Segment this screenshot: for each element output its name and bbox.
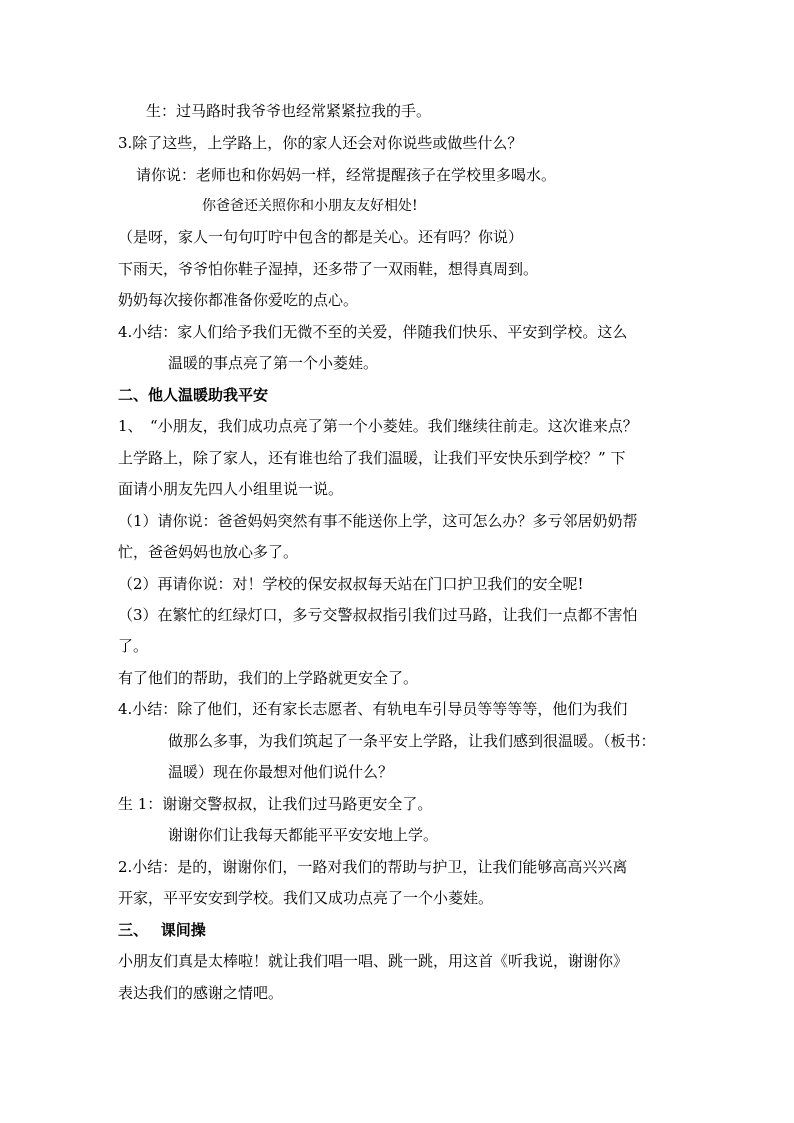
paragraph-line: 面请小朋友先四人小组里说一说。 [118, 480, 344, 498]
paragraph-line: 你爸爸还关照你和小朋友友好相处! [202, 198, 418, 214]
paragraph-line: 有了他们的帮助，我们的上学路就更安全了。 [118, 669, 419, 687]
paragraph-line: 谢谢你们让我每天都能平平安安地上学。 [168, 826, 439, 844]
paragraph-line: 2.小结：是的，谢谢你们，一路对我们的帮助与护卫，让我们能够高高兴兴离 [118, 858, 628, 876]
paragraph-line: 1、 “小朋友，我们成功点亮了第一个小菱娃。我们继续往前走。这次谁来点？ [118, 417, 638, 435]
section-heading: 二、他人温暖助我平安 [118, 386, 269, 404]
paragraph-line: 开家，平平安安到学校。我们又成功点亮了一个小菱娃。 [118, 889, 494, 907]
paragraph-line: 小朋友们真是太棒啦！就让我们唱一唱、跳一跳，用这首《听我说，谢谢你》 [118, 952, 629, 970]
paragraph-line: 温暖的事点亮了第一个小菱娃。 [168, 354, 379, 372]
paragraph-line: 4.小结：除了他们，还有家长志愿者、有轨电车引导员等等等等，他们为我们 [118, 700, 628, 718]
paragraph-line: 做那么多事，为我们筑起了一条平安上学路，让我们感到很温暖。（板书： [168, 732, 656, 750]
paragraph-line: 上学路上，除了家人，还有谁也给了我们温暖，让我们平安快乐到学校？” 下 [118, 449, 626, 467]
paragraph-line: 表达我们的感谢之情吧。 [118, 984, 284, 1002]
paragraph-line: 生 1：谢谢交警叔叔，让我们过马路更安全了。 [118, 795, 433, 813]
paragraph-line: 请你说：老师也和你妈妈一样，经常提醒孩子在学校里多喝水。 [136, 166, 557, 184]
paragraph-line: （1）请你说：爸爸妈妈突然有事不能送你上学，这可怎么办？多亏邻居奶奶帮 [118, 512, 638, 530]
paragraph-line: 奶奶每次接你都准备你爱吃的点心。 [118, 291, 359, 309]
paragraph-line: 4.小结：家人们给予我们无微不至的关爱，伴随我们快乐、平安到学校。这么 [118, 323, 628, 341]
paragraph-line: 了。 [118, 637, 149, 655]
paragraph-line: 下雨天，爷爷怕你鞋子湿掉，还多带了一双雨鞋，想得真周到。 [118, 260, 539, 278]
section-heading: 三、 课间操 [118, 921, 206, 939]
paragraph-line: （是呀，家人一句句叮咛中包含的都是关心。还有吗？你说） [118, 228, 524, 246]
paragraph-line: 生：过马路时我爷爷也经常紧紧拉我的手。 [146, 102, 432, 120]
paragraph-line: （3）在繁忙的红绿灯口，多亏交警叔叔指引我们过马路，让我们一点都不害怕 [118, 606, 638, 624]
paragraph-line: （2）再请你说：对！学校的保安叔叔每天站在门口护卫我们的安全呢! [118, 575, 584, 593]
paragraph-line: 温暖）现在你最想对他们说什么？ [168, 763, 394, 781]
paragraph-line: 3.除了这些，上学路上，你的家人还会对你说些或做些什么？ [118, 134, 523, 152]
paragraph-line: 忙，爸爸妈妈也放心多了。 [118, 543, 299, 561]
